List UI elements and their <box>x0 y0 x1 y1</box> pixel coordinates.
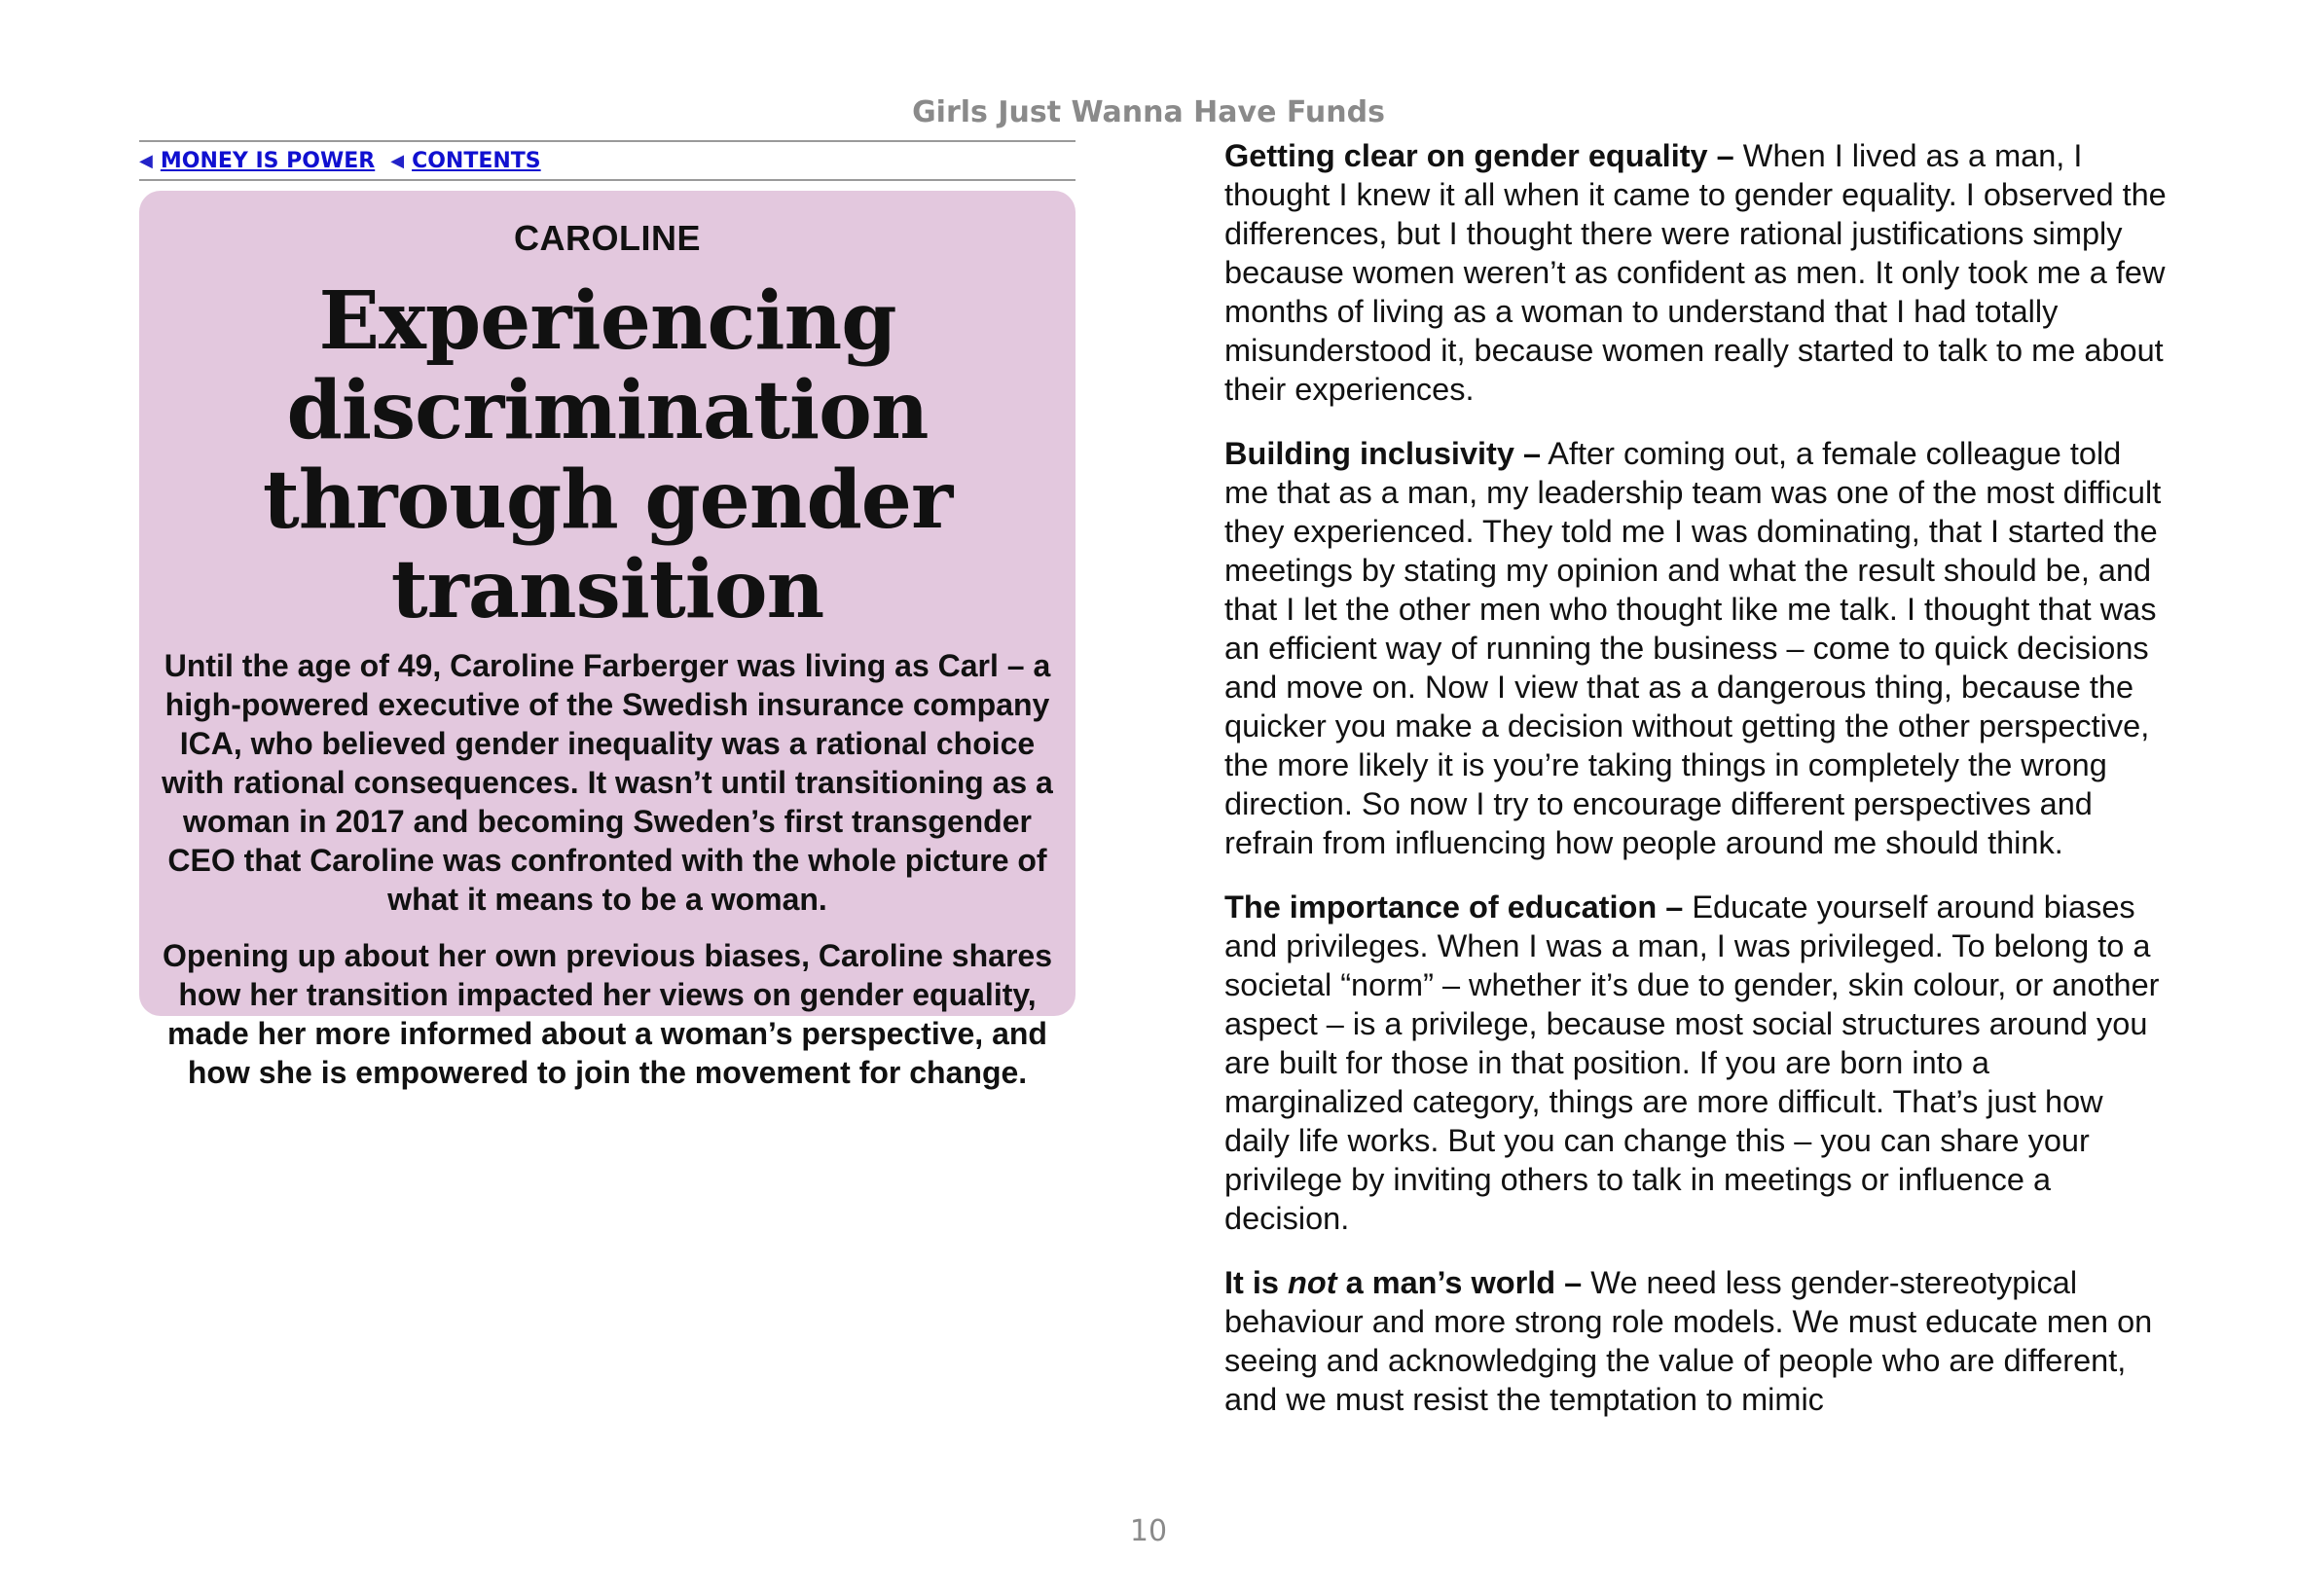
page-number: 10 <box>1129 1514 1168 1548</box>
section-text: Educate yourself around biases and privileges. When I was a man, I was privileged. To belong to a societal “norm” – whether it’s due to gender, skin colour, or another aspect – is a privilege, because most social structures around you are built for those in that position. If you are born into a marginalized category, things are more difficult. That’s just how daily life works. But you can change this – you can share your privilege by inviting others to talk in meetings or influence a decision. <box>1224 889 2160 1236</box>
card-headline: Experiencing discrimination through gender transition <box>262 274 953 636</box>
section-lead: The importance of education – <box>1224 889 1684 925</box>
running-title: Girls Just Wanna Have Funds <box>912 95 1385 129</box>
article-body <box>1224 136 2169 1444</box>
lead-emphasis: not <box>1288 1265 1337 1300</box>
section-mans-world <box>1224 1263 2169 1419</box>
money-is-power-link[interactable]: MONEY IS POWER <box>160 148 376 173</box>
section-inclusivity <box>1224 434 2169 862</box>
breadcrumb-nav <box>139 140 1076 181</box>
card-paragraph-1: Until the age of 49, Caroline Farberger was living as Carl – a high-powered executive of the Swedish insurance company ICA, who believed gender inequality was a rational choice with rational consequences. It wasn’t until transitioning as a woman in 2017 and becoming Sweden’s first transgender CEO that Caroline was confronted with the whole picture of what it means to be a woman. <box>162 648 1053 917</box>
section-lead: Getting clear on gender equality – <box>1224 138 1734 173</box>
section-education <box>1224 888 2169 1238</box>
back-triangle-icon: ◀ <box>390 150 405 171</box>
intro-card <box>139 191 1076 1090</box>
contents-link[interactable]: CONTENTS <box>412 148 541 173</box>
lead-part: It is <box>1224 1265 1289 1300</box>
section-text: When I lived as a man, I thought I knew it all when it came to gender equality. I observed the differences, but I thought there were rational justifications simply because women weren’t as confident as men. It only took me a few months of living as a woman to understand that I had totally misunderstood it, because women really started to talk to me about their experiences. <box>1224 138 2167 407</box>
back-triangle-icon: ◀ <box>139 150 153 171</box>
section-text: We need less gender-stereotypical behaviour and more strong role models. We must educate men on seeing and acknowledging the value of people who are different, and we must resist the temptation to mimic <box>1224 1265 2153 1417</box>
section-lead: Building inclusivity – <box>1224 436 1542 471</box>
section-gender-equality <box>1224 136 2169 409</box>
section-text: After coming out, a female colleague told me that as a man, my leadership team was one of the most difficult they experienced. They told me I was dominating, that I started the meetings by stating my opinion and what the result should be, and that I let the other men who thought like me talk. I thought that was an efficient way of running the business – come to quick decisions and move on. Now I view that as a dangerous thing, because the quicker you make a decision without getting the other perspective, the more likely it is you’re taking things in completely the wrong direction. So now I try to encourage different perspectives and refrain from influencing how people around me should think. <box>1224 436 2162 860</box>
card-kicker: CAROLINE <box>514 218 701 258</box>
section-lead <box>1224 1265 1582 1300</box>
lead-part: a man’s world – <box>1336 1265 1583 1300</box>
card-paragraph-2: Opening up about her own previous biases, Caroline shares how her transition impacted her views on gender equality, made her more informed about a woman’s perspective, and how she is empowered to join the movement for change. <box>163 938 1052 1090</box>
